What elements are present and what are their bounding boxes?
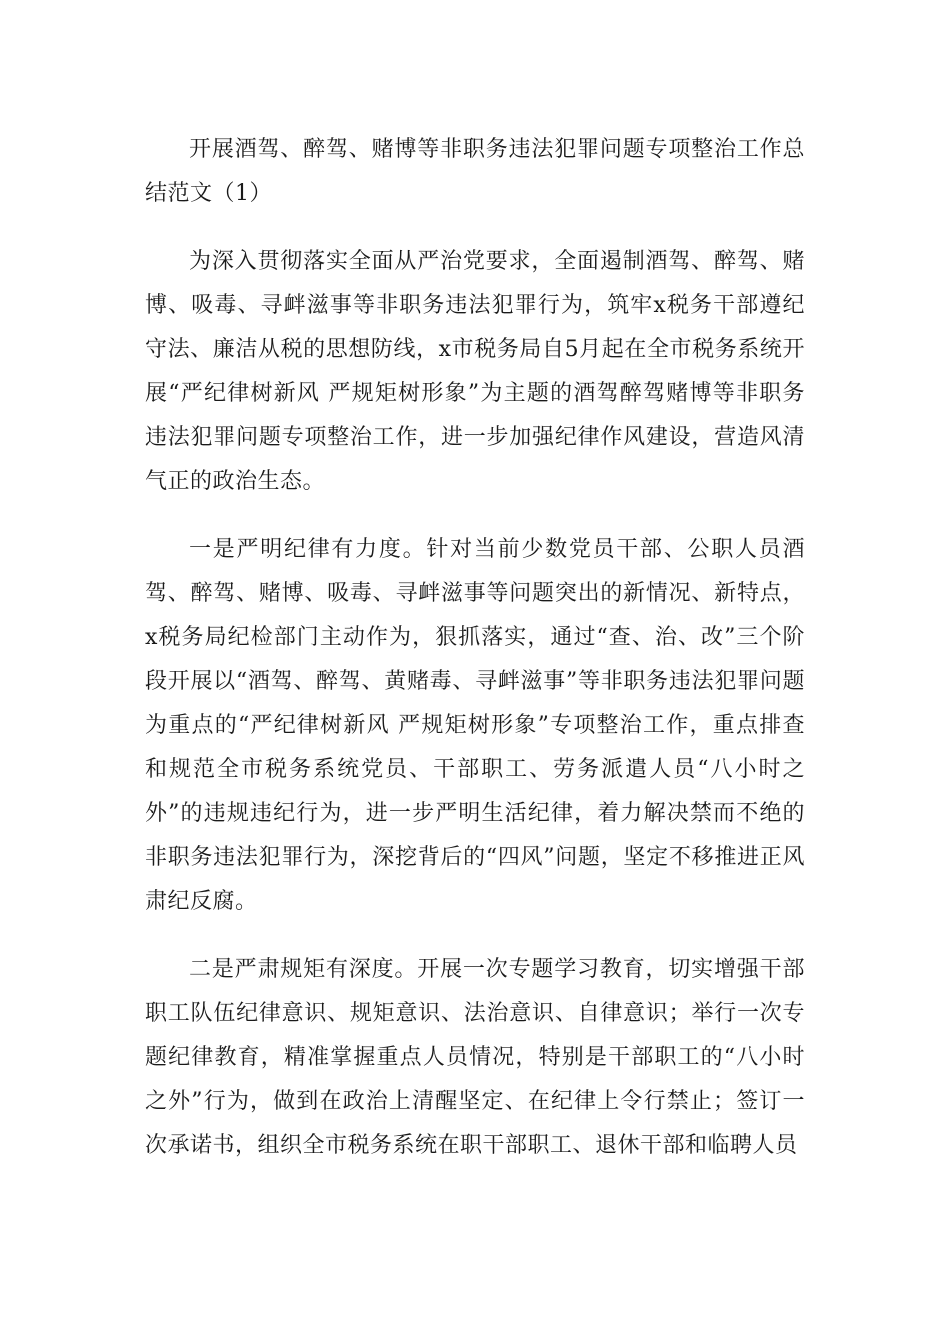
paragraph-rules: 二是严肃规矩有深度。开展一次专题学习教育，切实增强干部职工队伍纪律意识、规矩意识、法治意识、自律意识；举行一次专题纪律教育，精准掌握重点人员情况，特别是干部职工的“八小时之外”行为，做到在政治上清醒坚定、在纪律上令行禁止；签订一次承诺书，组织全市税务系统在职干部职工、退休干部和临聘人员	[145, 957, 805, 1158]
paragraph-intro: 为深入贯彻落实全面从严治党要求，全面遏制酒驾、醉驾、赌博、吸毒、寻衅滋事等非职务违法犯罪行为，筑牢x税务干部遵纪守法、廉洁从税的思想防线，x市税务局自5月起在全市税务系统开展“严纪律树新风 严规矩树形象”为主题的酒驾醉驾赌博等非职务违法犯罪问题专项整治工作，进一步加强纪律作风建设，营造风清气正的政治生态。	[145, 249, 805, 494]
paragraph-discipline: 一是严明纪律有力度。针对当前少数党员干部、公职人员酒驾、醉驾、赌博、吸毒、寻衅滋事等问题突出的新情况、新特点，x税务局纪检部门主动作为，狠抓落实，通过“查、治、改”三个阶段开展以“酒驾、醉驾、黄赌毒、寻衅滋事”等非职务违法犯罪问题为重点的“严纪律树新风 严规矩树形象”专项整治工作，重点排查和规范全市税务系统党员、干部职工、劳务派遣人员“八小时之外”的违规违纪行为，进一步严明生活纪律，着力解决禁而不绝的非职务违法犯罪行为，深挖背后的“四风”问题，坚定不移推进正风肃纪反腐。	[145, 537, 805, 914]
document-page	[145, 128, 805, 1168]
document-title: 开展酒驾、醉驾、赌博等非职务违法犯罪问题专项整治工作总结范文（1）	[145, 137, 805, 206]
